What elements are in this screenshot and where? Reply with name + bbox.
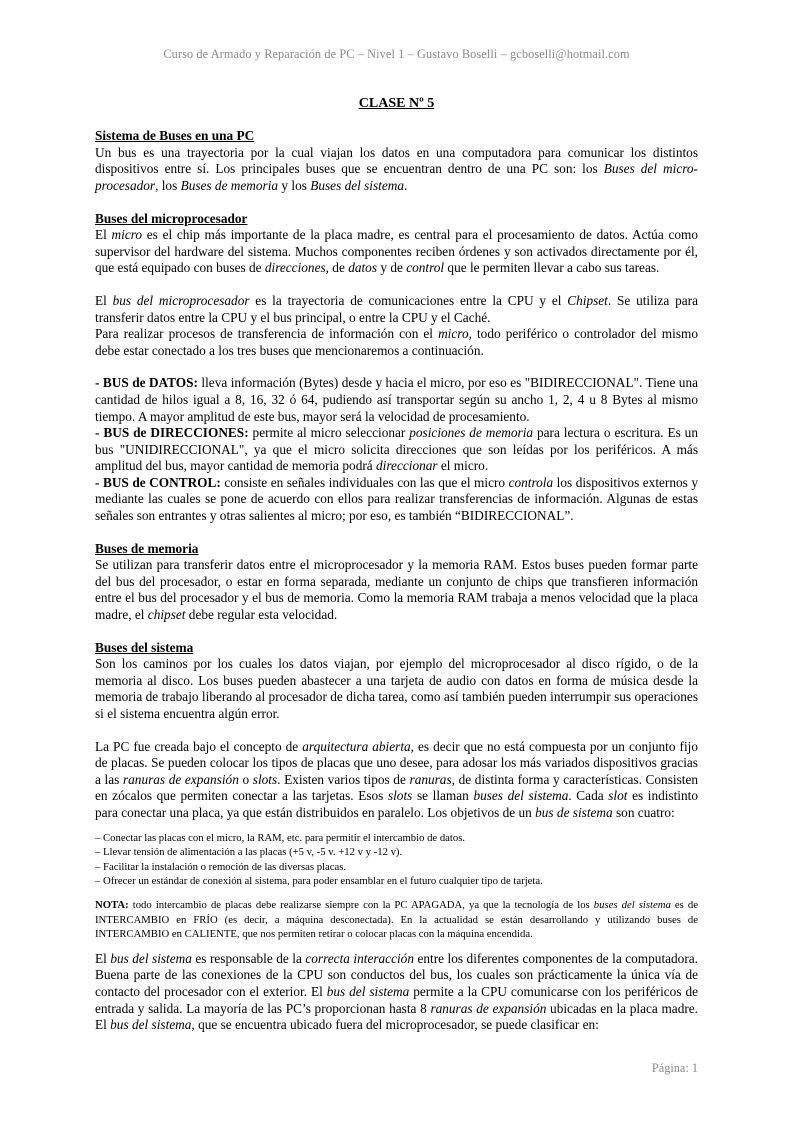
paragraph-intro: Un bus es una trayectoria por la cual viajan los datos en una computadora para comunicar los distintos dispositivos entre sí. Los principales buses que se encuentran dentro de una PC son: los Buses del micro-procesador, los Buses de memoria y los Buses del sistema. (95, 144, 698, 193)
list-item: – Llevar tensión de alimentación a las placas (+5 v, -5 v. +12 v y -12 v). (95, 846, 403, 859)
list-item: – Facilitar la instalación o remoción de las diversas placas. (95, 860, 347, 873)
page-header: Curso de Armado y Reparación de PC – Nivel 1 – Gustavo Boselli – gcboselli@hotmail.com (163, 47, 630, 61)
paragraph-bus-sistema: El bus del sistema es responsable de la correcta interacción entre los diferentes componentes de la computadora. Buena parte de las conexiones de la CPU son conductos del bus, los cuales son prácticamente la única vía de contacto del procesador con el exterior. El bus del sistema permite a la CPU comunicarse con los periféricos de entrada y salida. La mayoría de las PC’s proporcionan hasta 8 ranuras de expansión ubicadas en la placa madre. El bus del sistema, que se encuentra ubicado fuera del microprocesador, se puede clasificar en: (95, 950, 699, 1033)
page-title: CLASE Nº 5 (358, 95, 435, 111)
list-item: – Ofrecer un estándar de conexión al sistema, para poder ensamblar en el futuro cualquier tipo de tarjeta. (95, 875, 543, 888)
paragraph-arquitectura: La PC fue creada bajo el concepto de arquitectura abierta, es decir que no está compuesta por un conjunto fijo de placas. Se pueden colocar los tipos de placas que uno desee, para adosar los más variados dispositivos gracias a las ranuras de expansión o slots. Existen varios tipos de ranuras, de distinta forma y características. Consisten en zócalos que permiten conectar a las tarjetas. Esos slots se llaman buses del sistema. Cada slot es indistinto para conectar una placa, ya que están distribuidos en paralelo. Los objetivos de un bus de sistema son cuatro: (95, 738, 698, 820)
paragraph-bus-datos: - BUS de DATOS: lleva información (Bytes) desde y hacia el micro, por eso es "BIDIRECCIONAL". Tiene una cantidad de hilos igual a 8, 16, 32 ó 64, pudiendo así transportar según su ancho 1, 2, 4 u 8 Bytes al mismo tiempo. A mayor amplitud de este bus, mayor será la velocidad de procesamiento. (95, 375, 698, 424)
page-number: Página: 1 (651, 1061, 698, 1075)
paragraph-bus-micro: El bus del microprocesador es la trayectoria de comunicaciones entre la CPU y el Chipset. Se utiliza para transferir datos entre la CPU y el bus principal, o entre la CPU y el Caché. (95, 292, 698, 325)
note-paragraph: NOTA: todo intercambio de placas debe realizarse siempre con la PC APAGADA, ya que la tecnología de los buses del sistema es de INTERCAMBIO en FRÍO (es decir, a máquina desconectada). En la actualidad se están desarrollando y utilizando buses de INTERCAMBIO en CALIENTE, que nos permiten retirar o colocar placas con la máquina encendida. (95, 898, 698, 941)
paragraph-caminos: Son los caminos por los cuales los datos viajan, por ejemplo del microprocesador al disco rígido, o de la memoria al disco. Los buses pueden abastecer a una tarjeta de audio con datos en forma de música desde la memoria de trabajo liberando al procesador de dicha tarea, como así también pueden interrumpir sus operaciones si el sistema encuentra algún error. (95, 656, 698, 721)
paragraph-memoria: Se utilizan para transferir datos entre el microprocesador y la memoria RAM. Estos buses pueden formar parte del bus del procesador, o estar en forma separada, mediante un conjunto de chips que transfieren información entre el bus del procesador y el bus de memoria. Como la memoria RAM trabaja a menos velocidad que la placa madre, el chipset debe regular esta velocidad. (95, 557, 698, 623)
objectives-list (95, 831, 698, 889)
paragraph-bus-control: - BUS de CONTROL: consiste en señales individuales con las que el micro controla los dispositivos externos y mediante las cuales se pone de acuerdo con ellos para realizar transferencias de información. Algunas de estas señales son entrantes y otras salientes al micro; por eso, es también “BIDIRECCIONAL”. (95, 474, 698, 524)
section-heading-sistema-buses: Sistema de Buses en una PC (95, 128, 255, 144)
section-heading-buses-memoria: Buses de memoria (95, 540, 199, 556)
paragraph-micro: El micro es el chip más importante de la placa madre, es central para el procesamiento de datos. Actúa como supervisor del hardware del sistema. Muchos componentes reciben órdenes y son activados directamente por él, que está equipado con buses de direcciones, de datos y de control que le permiten llevar a cabo sus tareas. (95, 227, 698, 276)
section-heading-buses-microprocesador: Buses del microprocesador (95, 210, 248, 226)
paragraph-bus-direcciones: - BUS de DIRECCIONES: permite al micro seleccionar posiciones de memoria para lectura o escritura. Es un bus "UNIDIRECCIONAL", ya que el micro solicita direcciones que son leídas por los periféricos. A más amplitud del bus, mayor cantidad de memoria podrá direccionar el micro. (95, 425, 698, 474)
section-heading-buses-sistema: Buses del sistema (95, 639, 194, 655)
paragraph-transfer: Para realizar procesos de transferencia de información con el micro, todo periférico o controlador del mismo debe estar conectado a los tres buses que mencionaremos a continuación. (95, 326, 698, 358)
list-item: – Conectar las placas con el micro, la RAM, etc. para permitir el intercambio de datos. (95, 831, 466, 844)
